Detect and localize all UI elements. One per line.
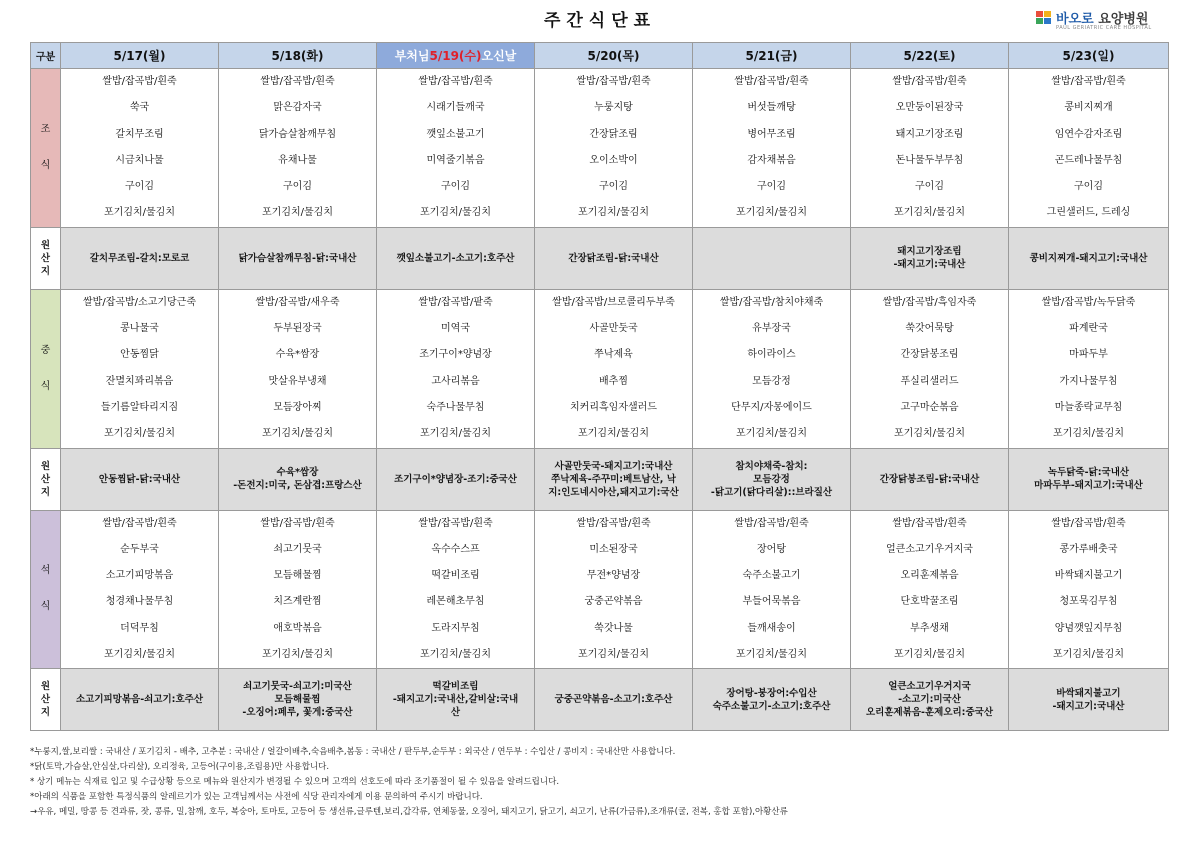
lunch-origin-row — [31, 448, 1169, 510]
menu-item: 임연수감자조림 — [1054, 128, 1123, 140]
menu-cell — [219, 289, 377, 448]
header-row — [31, 43, 1169, 69]
lunch-label — [31, 289, 61, 448]
day-header: 5/20(목) — [535, 43, 693, 69]
origin-label — [31, 448, 61, 510]
origin-cell — [693, 669, 851, 731]
origin-cell — [1009, 448, 1169, 510]
origin-cell — [693, 227, 851, 289]
menu-item: 콩나물국 — [120, 323, 159, 335]
menu-item: 간장닭봉조림 — [900, 349, 959, 361]
menu-item: 잔멸치꽈리볶음 — [105, 375, 174, 387]
menu-item: 쌀밥/잡곡밥/흰죽 — [260, 76, 335, 87]
menu-item: 레몬해초무침 — [426, 596, 485, 608]
origin-text: 쇠고기뭇국-쇠고기:미국산 모듬해물찜 -오징어:페루, 꽃게:중국산 — [242, 681, 353, 719]
menu-item: 단무지/자몽에이드 — [731, 401, 812, 413]
menu-item: 안동찜닭 — [120, 349, 159, 361]
menu-item: 들기름알타리지짐 — [100, 401, 179, 413]
menu-item: 두부된장국 — [273, 323, 322, 335]
menu-item: 포기김치/물김치 — [262, 428, 333, 440]
origin-text: 닭가슴살참깨무침-닭:국내산 — [238, 252, 357, 264]
origin-cell — [61, 227, 219, 289]
menu-item: 포기김치/물김치 — [420, 207, 491, 219]
origin-label-char: 지 — [40, 265, 51, 277]
menu-cell — [61, 69, 219, 228]
menu-item: 포기김치/물김치 — [578, 207, 649, 219]
menu-item: 떡갈비조림 — [431, 570, 480, 582]
menu-item: 부추생채 — [910, 622, 949, 634]
menu-cell — [851, 69, 1009, 228]
menu-item: 간장닭조림 — [589, 128, 638, 140]
menu-item: 순두부국 — [120, 543, 159, 555]
menu-item: 누룽지탕 — [594, 102, 633, 114]
menu-item: 치즈계란찜 — [273, 596, 322, 608]
menu-item: 미소된장국 — [589, 543, 638, 555]
menu-item: 부들어묵볶음 — [742, 596, 801, 608]
menu-item: 포기김치/물김치 — [578, 649, 649, 661]
menu-item: 유부장국 — [752, 323, 791, 335]
origin-cell — [535, 448, 693, 510]
menu-item: 맛살유부냉채 — [268, 375, 327, 387]
meal-label-char: 중 — [40, 344, 51, 356]
menu-item: 조기구이*양념장 — [419, 349, 492, 361]
menu-item: 모듬장아찌 — [273, 401, 322, 413]
origin-label-char: 지 — [40, 707, 51, 719]
menu-cell — [377, 69, 535, 228]
menu-item: 푸실리샐러드 — [900, 375, 959, 387]
menu-cell — [1009, 69, 1169, 228]
origin-cell — [219, 669, 377, 731]
menu-item: 들깨새송이 — [747, 622, 796, 634]
menu-item: 감자채볶음 — [747, 154, 796, 166]
note-line: *아래의 식품을 포함한 특정식품의 알레르기가 있는 고객님께서는 사전에 식당 관리자에게 이용 문의하여 주시기 바랍니다. — [30, 792, 483, 802]
menu-item: 양념깻잎지무침 — [1054, 622, 1123, 634]
menu-item: 얼큰소고기우거지국 — [886, 543, 973, 555]
day-header: 5/21(금) — [693, 43, 851, 69]
menu-item: 포기김치/물김치 — [736, 428, 807, 440]
menu-item: 쌀밥/잡곡밥/소고기당근죽 — [83, 296, 196, 308]
meal-label-char: 석 — [40, 565, 51, 577]
menu-item: 애호박볶음 — [273, 622, 322, 634]
origin-cell — [377, 669, 535, 731]
menu-item: 청포묵김무침 — [1059, 596, 1118, 608]
menu-item: 맑은감자국 — [273, 102, 322, 114]
origin-text: 참치야채죽-참치: 모듬강정 -닭고기(닭다리살)::브라질산 — [710, 460, 833, 498]
meal-label-char: 식 — [40, 380, 51, 392]
menu-item: 소고기피망볶음 — [105, 570, 174, 582]
menu-item: 깻잎소불고기 — [426, 128, 485, 140]
menu-item: 시금치나물 — [115, 154, 164, 166]
menu-item: 구이김 — [125, 181, 154, 193]
menu-item: 그린샐러드, 드레싱 — [1046, 207, 1131, 219]
menu-cell — [61, 289, 219, 448]
origin-label-char: 산 — [40, 252, 51, 264]
menu-item: 돈나물두부무침 — [895, 154, 964, 166]
origin-text: 수육*쌈장 -돈전지:미국, 돈삼겹:프랑스산 — [233, 467, 362, 492]
menu-item: 오리훈제볶음 — [900, 570, 959, 582]
menu-item: 포기김치/물김치 — [736, 207, 807, 219]
menu-item: 유채나물 — [278, 154, 317, 166]
menu-item: 병어무조림 — [747, 128, 796, 140]
menu-item: 숙주소불고기 — [742, 570, 801, 582]
menu-cell — [693, 69, 851, 228]
menu-item: 미역줄기볶음 — [426, 154, 485, 166]
menu-item: 도라지무침 — [431, 622, 480, 634]
menu-cell — [219, 69, 377, 228]
menu-item: 포기김치/물김치 — [262, 207, 333, 219]
menu-item: 포기김치/물김치 — [736, 649, 807, 661]
menu-cell — [535, 510, 693, 669]
origin-text: 돼지고기장조림 -돼지고기:국내산 — [893, 246, 966, 271]
menu-item: 쌀밥/잡곡밥/흰죽 — [1051, 76, 1126, 87]
menu-item: 고사리볶음 — [431, 375, 480, 387]
lunch-row — [31, 289, 1169, 448]
menu-item: 쌀밥/잡곡밥/팥죽 — [418, 296, 493, 308]
holiday-date: 5/19(수) — [429, 49, 482, 63]
menu-cell — [61, 510, 219, 669]
menu-cell — [377, 289, 535, 448]
menu-item: 쌀밥/잡곡밥/흰죽 — [418, 517, 493, 529]
day-header: 5/22(토) — [851, 43, 1009, 69]
logo-icon — [1036, 11, 1052, 25]
day-header: 5/18(화) — [219, 43, 377, 69]
menu-item: 궁중곤약볶음 — [584, 596, 643, 608]
menu-item: 무전*양념장 — [586, 570, 641, 582]
day-header: 5/17(월) — [61, 43, 219, 69]
menu-item: 수육*쌈장 — [275, 349, 320, 361]
menu-item: 쌀밥/잡곡밥/참치야채죽 — [719, 296, 824, 308]
origin-label-char: 원 — [40, 681, 51, 693]
origin-cell — [851, 669, 1009, 731]
menu-item: 포기김치/물김치 — [262, 649, 333, 661]
meal-label-char: 식 — [40, 601, 51, 613]
note-line: →우유, 메밀, 땅콩 등 견과류, 잣, 콩류, 밀,참깨, 호두, 복숭아, 토마토, 고등어 등 생선류,글루텐,보리,갑각류, 연체동물, 오징어, 돼지고기, 닭고기, 쇠고기, 난류(가금류),조개류(굴, 전복, 홍합 포함),아황산류 — [30, 807, 788, 817]
menu-item: 모듬강정 — [752, 375, 791, 387]
menu-item: 쌀밥/잡곡밥/흰죽 — [892, 76, 967, 87]
menu-item: 파계란국 — [1069, 323, 1108, 335]
menu-item: 쌀밥/잡곡밥/흰죽 — [260, 517, 335, 529]
origin-cell — [1009, 227, 1169, 289]
origin-label-char: 원 — [40, 239, 51, 251]
menu-item: 쌀밥/잡곡밥/녹두닭죽 — [1041, 296, 1136, 308]
origin-cell — [377, 448, 535, 510]
menu-item: 마늘종락교무침 — [1054, 401, 1123, 413]
origin-label — [31, 669, 61, 731]
menu-item: 치커리흑임자샐러드 — [570, 401, 657, 413]
menu-cell — [693, 289, 851, 448]
origin-text: 갈치무조림-갈치:모로코 — [89, 252, 190, 264]
menu-item: 쑥갓어묵탕 — [905, 323, 954, 335]
menu-item: 구이김 — [283, 181, 312, 193]
origin-cell — [1009, 669, 1169, 731]
menu-item: 쇠고기뭇국 — [273, 543, 322, 555]
notes — [30, 745, 1170, 820]
origin-cell — [219, 448, 377, 510]
menu-item: 포기김치/물김치 — [1053, 649, 1124, 661]
menu-item: 쌀밥/잡곡밥/새우죽 — [255, 296, 340, 308]
menu-item: 포기김치/물김치 — [104, 207, 175, 219]
menu-item: 콩가루배춧국 — [1059, 543, 1118, 555]
origin-cell — [851, 227, 1009, 289]
origin-text: 바싹돼지불고기 -돼지고기:국내산 — [1052, 687, 1125, 712]
day-header: 5/23(일) — [1009, 43, 1169, 69]
menu-item: 쌀밥/잡곡밥/흰죽 — [892, 517, 967, 529]
menu-item: 쌀밥/잡곡밥/흰죽 — [576, 517, 651, 529]
menu-item: 쌀밥/잡곡밥/흑임자죽 — [882, 296, 977, 308]
day-header-holiday — [377, 43, 535, 69]
meal-label-char: 조 — [40, 123, 51, 135]
menu-item: 미역국 — [441, 323, 470, 335]
origin-cell — [535, 669, 693, 731]
menu-item: 오만둥이된장국 — [895, 102, 964, 114]
origin-text: 깻잎소불고기-소고기:호주산 — [396, 252, 515, 264]
menu-item: 배추찜 — [599, 375, 628, 387]
menu-item: 구이김 — [441, 181, 470, 193]
menu-item: 쌀밥/잡곡밥/흰죽 — [102, 76, 177, 87]
menu-cell — [693, 510, 851, 669]
menu-item: 쌀밥/잡곡밥/흰죽 — [734, 76, 809, 87]
logo-sub: 요양병원 — [1098, 12, 1149, 27]
menu-item: 포기김치/물김치 — [578, 428, 649, 440]
origin-cell — [377, 227, 535, 289]
menu-item: 더덕무침 — [120, 622, 159, 634]
origin-cell — [851, 448, 1009, 510]
note-line: *닭(토막,가슴살,안심살,다리살), 오리정육, 고등어(구이용,조림용)만 사용합니다. — [30, 762, 330, 772]
hospital-logo — [1036, 8, 1166, 38]
menu-item: 포기김치/물김치 — [894, 649, 965, 661]
holiday-prefix: 부처님 — [394, 49, 430, 63]
origin-text: 궁중곤약볶음-소고기:호주산 — [554, 694, 673, 706]
origin-text: 얼큰소고기우거지국 -소고기:미국산 오리훈제볶음-훈제오리:중국산 — [865, 681, 994, 719]
menu-item: 숙주나물무침 — [426, 401, 485, 413]
menu-cell — [535, 69, 693, 228]
menu-item: 쭈낙제육 — [594, 349, 633, 361]
menu-cell — [535, 289, 693, 448]
menu-item: 옥수수스프 — [431, 543, 480, 555]
menu-item: 포기김치/물김치 — [1053, 428, 1124, 440]
menu-item: 단호박꿀조림 — [900, 596, 959, 608]
menu-cell — [219, 510, 377, 669]
menu-item: 쑥국 — [129, 102, 150, 114]
menu-item: 구이김 — [915, 181, 944, 193]
breakfast-origin-row — [31, 227, 1169, 289]
meal-label-char: 식 — [40, 159, 51, 171]
dinner-origin-row — [31, 669, 1169, 731]
menu-cell — [851, 510, 1009, 669]
holiday-suffix: 오신날 — [481, 49, 517, 63]
menu-item: 포기김치/물김치 — [420, 428, 491, 440]
origin-cell — [61, 448, 219, 510]
gubun-header: 구분 — [31, 43, 61, 69]
origin-label-char: 지 — [40, 486, 51, 498]
menu-item: 시래기들깨국 — [426, 102, 485, 114]
menu-item: 구이김 — [757, 181, 786, 193]
menu-item: 쌀밥/잡곡밥/흰죽 — [1051, 517, 1126, 529]
note-line: *누룽지,쌀,보리쌀 : 국내산 / 포기김치 - 배추, 고추분 : 국내산 / 얼갈이배추,숙음배추,봄동 : 국내산 / 판두부,순두부 : 외국산 / 연두부 : 수입산 / 콩비지 : 국내산만 사용합니다. — [30, 747, 676, 757]
menu-item: 포기김치/물김치 — [894, 207, 965, 219]
menu-item: 쑥갓나물 — [594, 622, 633, 634]
page-title: 주간식단표 — [543, 11, 657, 31]
origin-cell — [535, 227, 693, 289]
dinner-row — [31, 510, 1169, 669]
origin-text: 장어탕-붕장어:수입산 숙주소불고기-소고기:호주산 — [712, 687, 831, 712]
origin-text: 조기구이*양념장-조기:중국산 — [394, 473, 517, 485]
origin-text: 떡갈비조림 -돼지고기:국내산,갈비살:국내 산 — [392, 681, 519, 719]
menu-item: 쌀밥/잡곡밥/흰죽 — [102, 517, 177, 529]
menu-item: 곤드레나물무침 — [1054, 154, 1123, 166]
menu-item: 가지나물무침 — [1059, 375, 1118, 387]
menu-cell — [377, 510, 535, 669]
origin-label-char: 원 — [40, 460, 51, 472]
menu-cell — [851, 289, 1009, 448]
logo-name: 바오로 — [1056, 12, 1094, 27]
origin-text: 소고기피망볶음-쇠고기:호주산 — [75, 694, 204, 706]
menu-item: 버섯들깨탕 — [747, 102, 796, 114]
menu-item: 닭가슴살참깨무침 — [258, 128, 337, 140]
menu-item: 갈치무조림 — [115, 128, 164, 140]
origin-cell — [61, 669, 219, 731]
origin-cell — [219, 227, 377, 289]
menu-cell — [1009, 289, 1169, 448]
menu-item: 쌀밥/잡곡밥/브로콜리두부죽 — [552, 296, 675, 308]
menu-item: 포기김치/물김치 — [104, 428, 175, 440]
origin-label — [31, 227, 61, 289]
menu-item: 오이소박이 — [589, 154, 638, 166]
menu-item: 콩비지찌개 — [1064, 102, 1113, 114]
menu-item: 모듬해물찜 — [273, 570, 322, 582]
origin-text: 간장닭봉조림-닭:국내산 — [879, 473, 980, 485]
menu-item: 마파두부 — [1069, 349, 1108, 361]
menu-item: 포기김치/물김치 — [420, 649, 491, 661]
menu-item: 장어탕 — [757, 543, 786, 555]
menu-item: 쌀밥/잡곡밥/흰죽 — [418, 76, 493, 87]
weekly-menu-table — [30, 42, 1169, 731]
logo-english: PAUL GERIATRIC CARE HOSPITAL — [1056, 25, 1152, 31]
menu-item: 포기김치/물김치 — [894, 428, 965, 440]
origin-text: 간장닭조림-닭:국내산 — [568, 252, 659, 264]
menu-item: 돼지고기장조림 — [895, 128, 964, 140]
menu-item: 고구마순볶음 — [900, 401, 959, 413]
menu-item: 쌀밥/잡곡밥/흰죽 — [576, 76, 651, 87]
menu-cell — [1009, 510, 1169, 669]
origin-label-char: 산 — [40, 694, 51, 706]
origin-text: 녹두닭죽-닭:국내산 마파두부-돼지고기:국내산 — [1034, 467, 1143, 492]
menu-item: 구이김 — [1074, 181, 1103, 193]
origin-text: 안동찜닭-닭:국내산 — [98, 473, 181, 485]
origin-label-char: 산 — [40, 473, 51, 485]
origin-cell — [693, 448, 851, 510]
note-line: * 상기 메뉴는 식재료 입고 및 수급상황 등으로 메뉴와 원산지가 변경될 수 있으며 고객의 선호도에 따라 조기품절이 될 수 있음을 알려드립니다. — [30, 777, 560, 787]
breakfast-row — [31, 69, 1169, 228]
menu-item: 바싹돼지불고기 — [1054, 570, 1123, 582]
menu-item: 구이김 — [599, 181, 628, 193]
origin-text: 사골만둣국-돼지고기:국내산 쭈낙제육-주꾸미:베트남산, 낙 지:인도네시아산,돼지고기:국산 — [548, 460, 679, 498]
menu-item: 사골만둣국 — [589, 323, 638, 335]
menu-item: 쌀밥/잡곡밥/흰죽 — [734, 517, 809, 529]
menu-item: 청경채나물무침 — [105, 596, 174, 608]
origin-text: 콩비지찌개-돼지고기:국내산 — [1029, 252, 1148, 264]
menu-item: 포기김치/물김치 — [104, 649, 175, 661]
breakfast-label — [31, 69, 61, 228]
dinner-label — [31, 510, 61, 669]
menu-item: 하이라이스 — [747, 349, 796, 361]
